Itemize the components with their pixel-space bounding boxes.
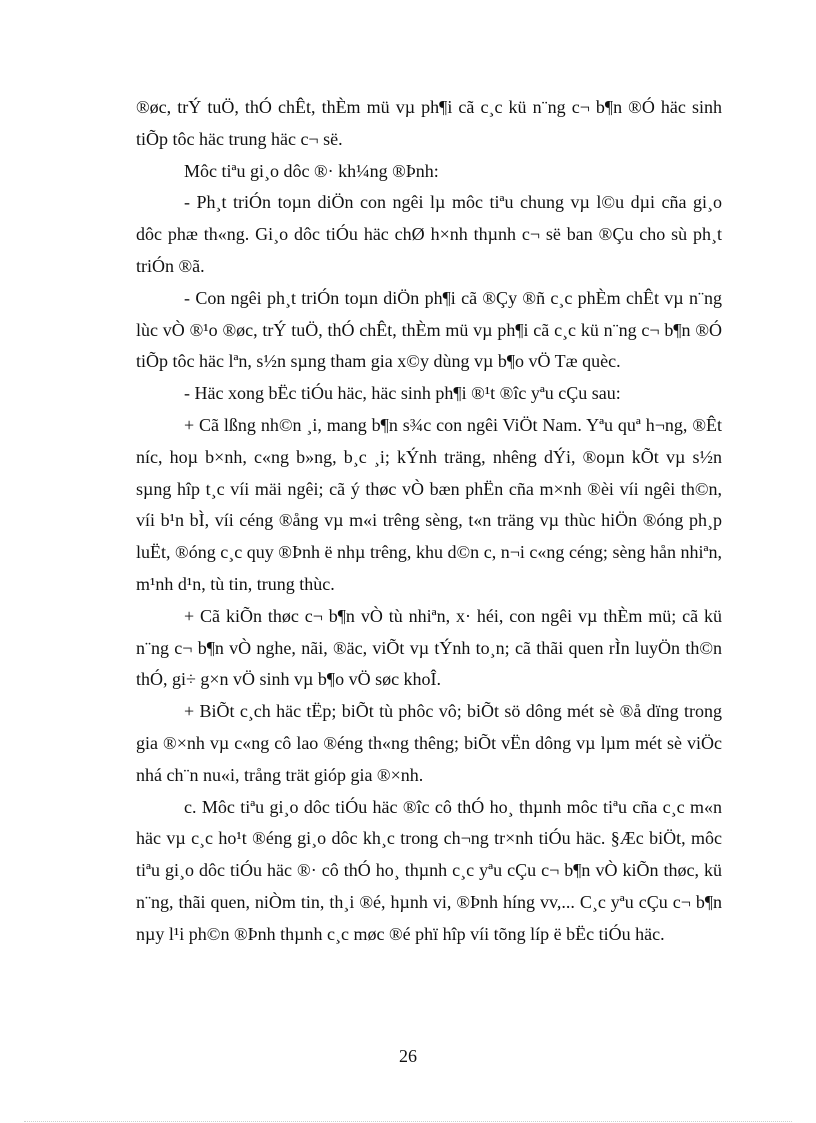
paragraph-requirement-knowledge: + Cã kiÕn thøc c¬ b¶n vÒ tù nhiªn, x· héi, con ngêi vµ thÈm mü; cã kü n¨ng c¬ b¶n vÒ nghe, nãi, ®äc, viÕt vµ tÝnh to¸n; cã thãi quen rÌn luyÖn th©n thÓ, gi÷ g×n vÖ sinh vµ b¶o vÖ søc khoÎ. <box>136 605 722 690</box>
paragraph-goal-development: - Ph¸t triÓn toµn diÖn con ngêi lµ môc tiªu chung vµ l©u dµi cña gi¸o dôc phæ th«ng. Gi¸o dôc tiÓu häc chØ h×nh thµnh c¬ së ban ®Çu cho sù ph¸t triÓn ®ã. <box>136 192 722 276</box>
paragraph-section-c: c. Môc tiªu gi¸o dôc tiÓu häc ®îc cô thÓ ho¸ thµnh môc tiªu cña c¸c m«n häc vµ c¸c ho¹t ®éng gi¸o dôc kh¸c trong ch¬ng tr×nh tiÓu häc. §Æc biÖt, môc tiªu gi¸o dôc tiÓu häc ®· cô thÓ ho¸ thµnh c¸c yªu cÇu c¬ b¶n vÒ kiÕn thøc, kü n¨ng, thãi quen, niÒm tin, th¸i ®é, hµnh vi, ®Þnh híng vv,... C¸c yªu cÇu c¬ b¶n nµy l¹i ph©n ®Þnh thµnh c¸c møc ®é phï hîp víi tõng líp ë bËc tiÓu häc. <box>136 796 722 944</box>
paragraph-goal-person: - Con ngêi ph¸t triÓn toµn diÖn ph¶i cã ®Çy ®ñ c¸c phÈm chÊt vµ n¨ng lùc vÒ ®¹o ®øc, trÝ tuÖ, thÓ chÊt, thÈm mü vµ ph¶i cã c¸c kü n¨ng c¬ b¶n ®Ó tiÕp tôc häc lªn, s½n sµng tham gia x©y dùng vµ b¶o vÖ Tæ quèc. <box>136 287 722 372</box>
paragraph-goals-intro: Môc tiªu gi¸o dôc ®· kh¼ng ®Þnh: <box>184 160 439 181</box>
page-number: 26 <box>399 1046 417 1066</box>
paragraph-requirements-intro: - Häc xong bËc tiÓu häc, häc sinh ph¶i ®¹t ®îc yªu cÇu sau: <box>184 383 621 404</box>
footer-divider <box>24 1121 792 1122</box>
paragraph-requirement-character: + Cã lßng nh©n ¸i, mang b¶n s¾c con ngêi ViÖt Nam. Yªu quª h¬ng, ®Êt níc, hoµ b×nh, c«ng b»ng, b¸c ¸i; kÝnh träng, nhêng dÝi, ®oµn kÕt vµ s½n sµng hîp t¸c víi mäi ngêi; cã ý thøc vÒ bæn phËn cña m×nh ®èi víi ngêi th©n, víi b¹n bÌ, víi céng ®ång vµ m«i trêng sèng, t«n träng vµ thùc hiÖn ®óng ph¸p luËt, ®óng c¸c quy ®Þnh ë nhµ trêng, khu d©n c, n¬i c«ng céng; sèng hån nhiªn, m¹nh d¹n, tù tin, trung thùc. <box>136 414 722 594</box>
body-text <box>136 92 722 951</box>
paragraph-requirement-skills: + BiÕt c¸ch häc tËp; biÕt tù phôc vô; biÕt sö dông mét sè ®å dïng trong gia ®×nh vµ c«ng cô lao ®éng th«ng thêng; biÕt vËn dông vµ lµm mét sè viÖc nhá ch¨n nu«i, trång trät gióp gia ®×nh. <box>136 701 722 785</box>
paragraph-continuation: ®øc, trÝ tuÖ, thÓ chÊt, thÈm mü vµ ph¶i cã c¸c kü n¨ng c¬ b¶n ®Ó häc sinh tiÕp tôc häc trung häc c¬ së. <box>136 97 722 149</box>
